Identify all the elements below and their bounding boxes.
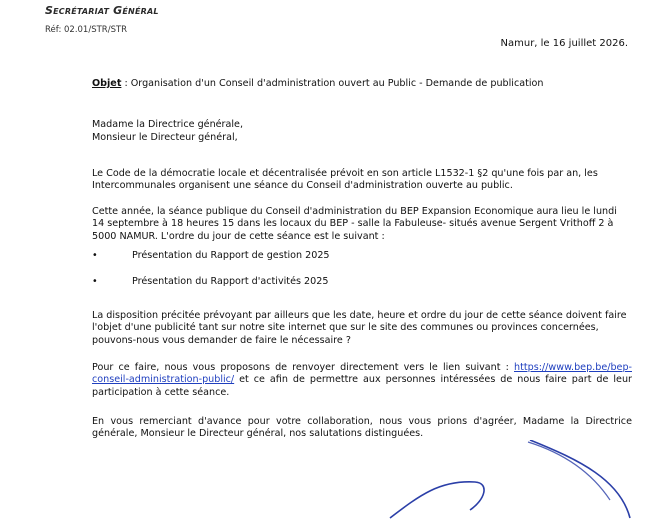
paragraph-publication-request: La disposition précitée prévoyant par ailleurs que les date, heure et ordre du jour de cette séance doivent faire l'objet d'une publicité tant sur notre site internet que sur le site des communes ou provinces concernées, pouvons-nous vous demander de faire le nécessaire ? [92, 309, 627, 346]
object-line [92, 78, 632, 91]
paragraph-closing: En vous remerciant d'avance pour votre collaboration, nous vous prions d'agréer, Madame la Directrice générale, Monsieur le Directeur général, nos salutations distinguées. [92, 415, 632, 440]
salutation [92, 119, 632, 144]
department-title: Secrétariat Général [45, 4, 159, 17]
link-intro: Pour ce faire, nous vous proposons de renvoyer directement vers le lien suivant : [92, 361, 514, 373]
signature-scribble [380, 440, 640, 520]
date-line: Namur, le 16 juillet 2026. [500, 38, 628, 49]
bullet-icon: • [92, 250, 98, 261]
paragraph-meeting-details: Cette année, la séance publique du Conseil d'administration du BEP Expansion Economique aura lieu le lundi 14 septembre à 18 heures 15 dans les locaux du BEP - salle la Fabuleuse- situés avenue Sergent Vrithoff 2 à 5000 NAMUR. L'ordre du jour de cette séance est le suivant : [92, 205, 617, 242]
bullet-icon: • [92, 276, 98, 287]
object-separator: : [121, 78, 131, 89]
link-outro: et ce afin de permettre aux personnes intéressées de nous faire part de leur participation à cette séance. [92, 374, 632, 398]
paragraph-link [92, 362, 632, 400]
publication-link[interactable]: https://www.bep.be/bep-conseil-administration-public/ [92, 361, 632, 386]
salutation-line: Monsieur le Directeur général, [92, 131, 238, 143]
object-label: Objet [92, 78, 122, 89]
reference-number: Réf: 02.01/STR/STR [45, 25, 128, 35]
paragraph-legal-basis: Le Code de la démocratie locale et décentralisée prévoit en son article L1532-1 §2 qu'une fois par an, les Intercommunales organisent une séance du Conseil d'administration ouverte au public. [92, 167, 598, 192]
agenda-item: Présentation du Rapport de gestion 2025 [132, 250, 330, 261]
object-text: Organisation d'un Conseil d'administration ouvert au Public - Demande de publication [130, 78, 544, 89]
salutation-line: Madame la Directrice générale, [92, 119, 243, 130]
agenda-item: Présentation du Rapport d'activités 2025 [132, 276, 329, 287]
